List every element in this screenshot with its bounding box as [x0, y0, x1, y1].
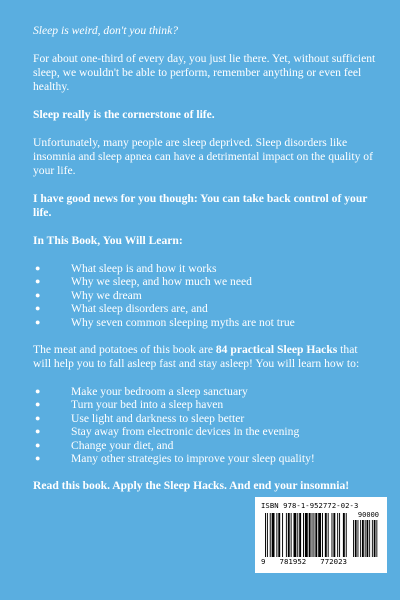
barcode-bar: [282, 513, 283, 557]
bullet-icon: ●: [35, 386, 41, 397]
bullet-icon: ●: [35, 316, 41, 327]
barcode-bar: [339, 513, 340, 557]
barcode-bar: [272, 513, 275, 557]
barcode-bar: [294, 513, 297, 557]
barcode-bar: [315, 513, 317, 557]
barcode-bar: [303, 513, 304, 557]
barcode-price-bar: [365, 520, 366, 557]
bullet-icon: ●: [35, 439, 41, 450]
barcode-bar: [278, 513, 280, 557]
list-item: [33, 412, 376, 425]
cornerstone-statement: Sleep really is the cornerstone of life.: [33, 108, 215, 121]
hacks-highlight: 84 practical Sleep Hacks: [215, 343, 338, 357]
barcode-digit-group-right: 772023: [320, 557, 347, 566]
hacks-text-before: The meat and potatoes of this book are: [33, 343, 216, 357]
barcode-price-bar: [376, 520, 377, 557]
barcode-price-bar: [369, 520, 370, 557]
barcode-price-bar: [367, 520, 369, 557]
list-item-text: What sleep disorders are, and: [71, 302, 208, 316]
barcode-bar: [265, 513, 266, 557]
list-item-text: Stay away from electronic devices in the evening: [71, 425, 300, 439]
barcode-bar: [343, 513, 345, 557]
hacks-list: [33, 385, 376, 465]
bullet-icon: ●: [35, 412, 41, 423]
barcode-bar: [305, 513, 308, 557]
bullet-icon: ●: [35, 276, 41, 287]
barcode-main-bars: [265, 513, 347, 557]
barcode-bar: [309, 513, 311, 557]
price-code: 90000: [357, 511, 379, 519]
list-item-text: Use light and darkness to sleep better: [71, 411, 245, 425]
barcode-bar: [267, 513, 268, 557]
isbn-label: [261, 501, 381, 510]
bullet-icon: ●: [35, 263, 41, 273]
deprivation-paragraph: Unfortunately, many people are sleep deprived. Sleep disorders like insomnia and sleep apnea can have a detrimental impact on the quality of your life.: [33, 136, 373, 177]
barcode-bar: [337, 513, 338, 557]
barcode-digit-group-left: 781952: [279, 557, 307, 566]
list-item: [33, 275, 376, 288]
list-item: [33, 425, 376, 438]
list-item: [33, 385, 376, 398]
barcode-bar: [325, 513, 327, 557]
barcode-bar: [333, 513, 335, 557]
barcode-price-bar: [360, 520, 361, 557]
bullet-icon: ●: [35, 426, 41, 437]
list-item-text: Why we sleep, and how much we need: [71, 275, 252, 289]
bullet-icon: ●: [35, 453, 41, 464]
barcode-bar: [313, 513, 314, 557]
barcode-bars: [261, 511, 381, 557]
barcode-bar: [297, 513, 298, 557]
isbn-barcode: [255, 497, 387, 573]
list-item-text: Change your diet, and: [71, 438, 174, 452]
list-item: [33, 398, 376, 411]
list-item-text: Many other strategies to improve your sleep quality!: [71, 452, 315, 466]
list-item: [33, 439, 376, 452]
good-news-statement: I have good news for you though: You can take back control of your life.: [33, 192, 368, 219]
barcode-bar: [312, 513, 313, 557]
barcode-price-bars: [353, 520, 377, 557]
learn-heading: In This Book, You Will Learn:: [33, 234, 183, 247]
list-item-text: What sleep is and how it works: [71, 262, 217, 275]
intro-paragraph: For about one-third of every day, you just lie there. Yet, without sufficient sleep, we wouldn't be able to perform, remember anything or even feel healthy.: [33, 52, 376, 93]
barcode-bar: [322, 513, 323, 557]
barcode-digit-prefix: 9: [261, 557, 266, 566]
barcode-bar: [270, 513, 271, 557]
barcode-price-bar: [355, 520, 357, 557]
barcode-bar: [288, 513, 290, 557]
opening-question: Sleep is weird, don't you think?: [33, 24, 179, 37]
barcode-price-bar: [358, 520, 359, 557]
list-item: [33, 316, 376, 329]
hacks-paragraph: [33, 343, 376, 371]
learn-list: [33, 262, 376, 329]
bullet-icon: ●: [35, 303, 41, 314]
barcode-bar: [286, 513, 287, 557]
list-item: [33, 262, 376, 275]
hacks-text-after: that will help you to fall asleep fast and stay asleep! You will learn how to:: [33, 343, 360, 371]
list-item-text: Why seven common sleeping myths are not true: [71, 315, 295, 329]
barcode-bar: [318, 513, 321, 557]
barcode-bar: [328, 513, 329, 557]
list-item-text: Turn your bed into a sleep haven: [71, 398, 224, 412]
barcode-bar: [346, 513, 347, 557]
barcode-bar: [276, 513, 277, 557]
list-item: [33, 289, 376, 302]
barcode-price-bar: [362, 520, 364, 557]
bullet-icon: ●: [35, 289, 41, 300]
bullet-icon: ●: [35, 399, 41, 410]
list-item-text: Make your bedroom a sleep sanctuary: [71, 385, 248, 399]
list-item: [33, 452, 376, 465]
barcode-bar: [332, 513, 333, 557]
isbn-number: ISBN 978-1-952772-02-3: [261, 501, 359, 510]
barcode-bar: [291, 513, 292, 557]
barcode-price-bar: [353, 520, 354, 557]
closing-line: Read this book. Apply the Sleep Hacks. And end your insomnia!: [33, 479, 350, 493]
barcode-price-bar: [374, 520, 376, 557]
barcode-bar: [299, 513, 301, 557]
barcode-price-bar: [372, 520, 373, 557]
list-item-text: Why we dream: [71, 288, 142, 302]
list-item: [33, 302, 376, 315]
barcode-digits: [261, 557, 381, 566]
